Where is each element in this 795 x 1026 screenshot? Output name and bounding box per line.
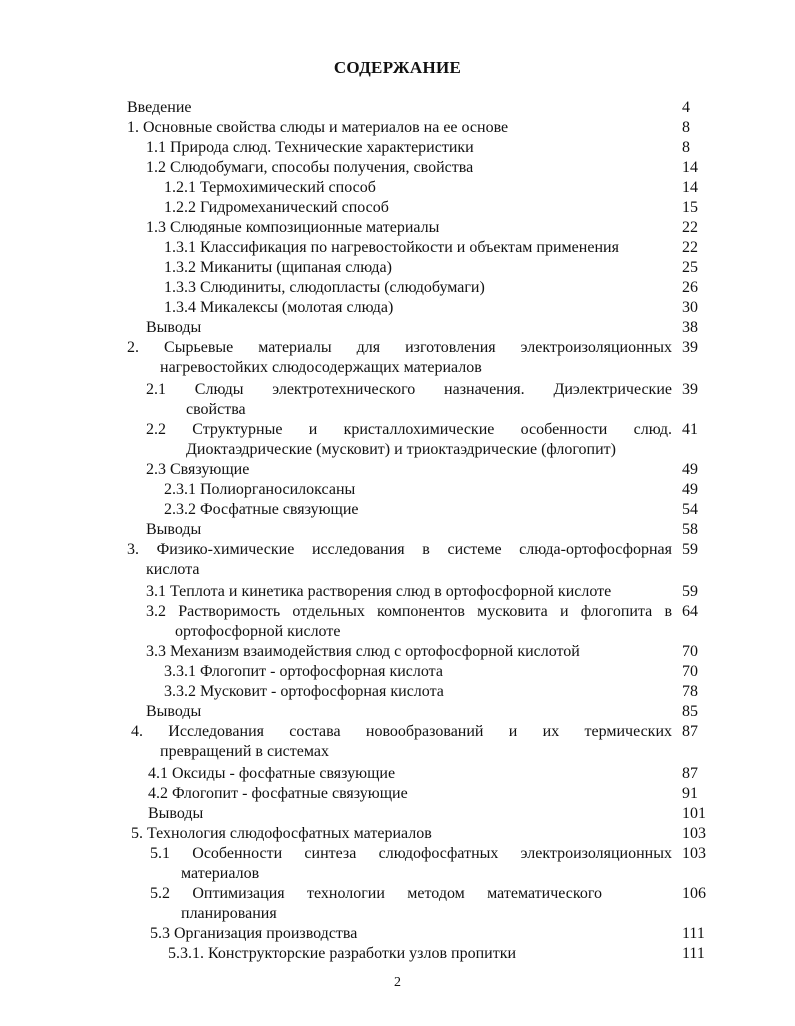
toc-entry-page: 22	[682, 219, 698, 236]
toc-entry	[0, 258, 795, 278]
toc-entry-text-continued: планирования	[181, 905, 277, 922]
toc-entry	[0, 318, 795, 338]
toc-entry-text: 5. Технология слюдофосфатных материалов	[131, 825, 432, 842]
toc-entry-page: 103	[682, 825, 706, 842]
toc-entry-page: 8	[682, 119, 690, 136]
toc-entry-text: 3.3.2 Мусковит - ортофосфорная кислота	[164, 683, 444, 700]
toc-entry-page: 39	[682, 339, 698, 356]
toc-entry	[0, 98, 795, 118]
toc-entry-page: 39	[682, 381, 698, 398]
toc-entry-text: 5.2 Оптимизация технологии методом математического	[150, 885, 602, 902]
toc-entry	[0, 944, 795, 964]
toc-entry-text: 2.1 Слюды электротехнического назначения. Диэлектрические	[146, 381, 672, 398]
toc-entry-page: 111	[682, 925, 705, 942]
toc-entry	[0, 582, 795, 602]
toc-entry-text: 3.3 Механизм взаимодействия слюд с ортофосфорной кислотой	[146, 643, 580, 660]
toc-entry	[0, 138, 795, 158]
toc-entry-text: Выводы	[146, 319, 202, 336]
toc-entry	[0, 784, 795, 804]
toc-entry-page: 8	[682, 139, 690, 156]
toc-entry	[0, 884, 795, 924]
toc-entry-page: 59	[682, 541, 698, 558]
toc-entry-page: 106	[682, 885, 706, 902]
toc-entry-text-continued: материалов	[181, 865, 260, 882]
toc-entry-text: 1.3.3 Слюдиниты, слюдопласты (слюдобумаги)	[164, 279, 485, 296]
toc-entry	[0, 238, 795, 258]
toc-entry-text: 2.2 Структурные и кристаллохимические особенности слюд.	[146, 421, 672, 438]
toc-entry	[0, 118, 795, 138]
toc-entry-text: 3. Физико-химические исследования в системе слюда-ортофосфорная	[127, 541, 672, 558]
toc-entry-text: 2.3.2 Фосфатные связующие	[164, 501, 359, 518]
toc-entry-page: 38	[682, 319, 698, 336]
toc-entry-text: Введение	[127, 99, 192, 116]
toc-entry-text: 3.2 Растворимость отдельных компонентов мусковита и флогопита в	[146, 603, 672, 620]
toc-entry-text: 5.3.1. Конструкторские разработки узлов пропитки	[168, 945, 517, 962]
toc-entry-text: 1.3.4 Микалексы (молотая слюда)	[164, 299, 394, 316]
toc-entry-page: 14	[682, 159, 698, 176]
toc-entry-text: 1.2.1 Термохимический способ	[164, 179, 376, 196]
toc-entry-text-continued: превращений в системах	[160, 743, 329, 760]
toc-entry-text: 2.3 Связующие	[146, 461, 250, 478]
toc-entry	[0, 602, 795, 642]
toc-entry	[0, 218, 795, 238]
toc-entry-text: 4.2 Флогопит - фосфатные связующие	[148, 785, 408, 802]
toc-entry-text-continued: Диоктаэдрические (мусковит) и триоктаэдрические (флогопит)	[186, 441, 616, 458]
toc-entry-text: 4.1 Оксиды - фосфатные связующие	[148, 765, 396, 782]
toc-entry-text: 2. Сырьевые материалы для изготовления электроизоляционных	[127, 339, 672, 356]
toc-entry	[0, 924, 795, 944]
toc-entry-page: 26	[682, 279, 698, 296]
toc-entry	[0, 460, 795, 480]
toc-entry-page: 14	[682, 179, 698, 196]
toc-entry-page: 101	[682, 805, 706, 822]
toc-entry	[0, 520, 795, 540]
toc-entry-page: 22	[682, 239, 698, 256]
toc-entry	[0, 764, 795, 784]
toc-entry-text-continued: кислота	[146, 561, 200, 578]
toc-entry-page: 87	[682, 723, 698, 740]
toc-entry	[0, 480, 795, 500]
toc-entry	[0, 178, 795, 198]
toc-entry-text-continued: нагревостойких слюдосодержащих материалов	[160, 359, 482, 376]
toc-entry-page: 70	[682, 663, 698, 680]
toc-entry-page: 103	[682, 845, 706, 862]
toc-entry-text: Выводы	[146, 703, 202, 720]
page-number: 2	[394, 975, 401, 990]
toc-entry-text: 3.1 Теплота и кинетика растворения слюд в ортофосфорной кислоте	[146, 583, 612, 600]
toc-entry-text: 1.2.2 Гидромеханический способ	[164, 199, 389, 216]
toc-entry-text-continued: ортофосфорной кислоте	[175, 623, 341, 640]
toc-entry-page: 59	[682, 583, 698, 600]
toc-entry-text: Выводы	[146, 521, 202, 538]
toc-entry	[0, 298, 795, 318]
toc-entry-page: 91	[682, 785, 698, 802]
toc-entry	[0, 804, 795, 824]
toc-entry-page: 30	[682, 299, 698, 316]
toc-entry-text: 1.3.1 Классификация по нагревостойкости и объектам применения	[164, 239, 619, 256]
toc-entry-page: 25	[682, 259, 698, 276]
toc-entry	[0, 682, 795, 702]
toc-entry	[0, 702, 795, 722]
toc-entry-page: 49	[682, 461, 698, 478]
toc-entry-page: 54	[682, 501, 698, 518]
toc-entry	[0, 380, 795, 420]
toc-entry	[0, 642, 795, 662]
toc-entry-page: 78	[682, 683, 698, 700]
toc-entry	[0, 158, 795, 178]
toc-entry	[0, 722, 795, 762]
toc-entry-text: 1.3 Слюдяные композиционные материалы	[146, 219, 440, 236]
toc-entry	[0, 420, 795, 460]
toc-entry	[0, 500, 795, 520]
toc-entry	[0, 662, 795, 682]
toc-entry	[0, 824, 795, 844]
page-title: СОДЕРЖАНИЕ	[333, 58, 462, 77]
toc-entry-page: 111	[682, 945, 705, 962]
toc-entry-text-continued: свойства	[186, 401, 246, 418]
toc-entry-text: 1. Основные свойства слюды и материалов на ее основе	[127, 119, 509, 136]
toc-entry	[0, 338, 795, 378]
toc-entry-page: 41	[682, 421, 698, 438]
toc-entry-text: 1.2 Слюдобумаги, способы получения, свойства	[146, 159, 474, 176]
toc-entry-page: 87	[682, 765, 698, 782]
toc-entry-text: 4. Исследования состава новообразований и их термических	[131, 723, 672, 740]
toc-entry-page: 64	[682, 603, 698, 620]
toc-entry-text: 5.3 Организация производства	[150, 925, 358, 942]
toc-entry	[0, 540, 795, 580]
toc-entry-text: 1.1 Природа слюд. Технические характеристики	[146, 139, 474, 156]
toc-entry-page: 49	[682, 481, 698, 498]
toc-entry-page: 58	[682, 521, 698, 538]
toc-entry-page: 4	[682, 99, 690, 116]
toc-entry-page: 85	[682, 703, 698, 720]
toc-entry-page: 15	[682, 199, 698, 216]
toc-entry	[0, 278, 795, 298]
toc-entry-text: 3.3.1 Флогопит - ортофосфорная кислота	[164, 663, 443, 680]
toc-entry-text: 5.1 Особенности синтеза слюдофосфатных электроизоляционных	[150, 845, 672, 862]
toc-entry-text: Выводы	[148, 805, 204, 822]
toc-entry-text: 2.3.1 Полиорганосилоксаны	[164, 481, 356, 498]
toc-entry-page: 70	[682, 643, 698, 660]
toc-entry	[0, 844, 795, 884]
toc-entry	[0, 198, 795, 218]
toc-entry-text: 1.3.2 Миканиты (щипаная слюда)	[164, 259, 392, 276]
